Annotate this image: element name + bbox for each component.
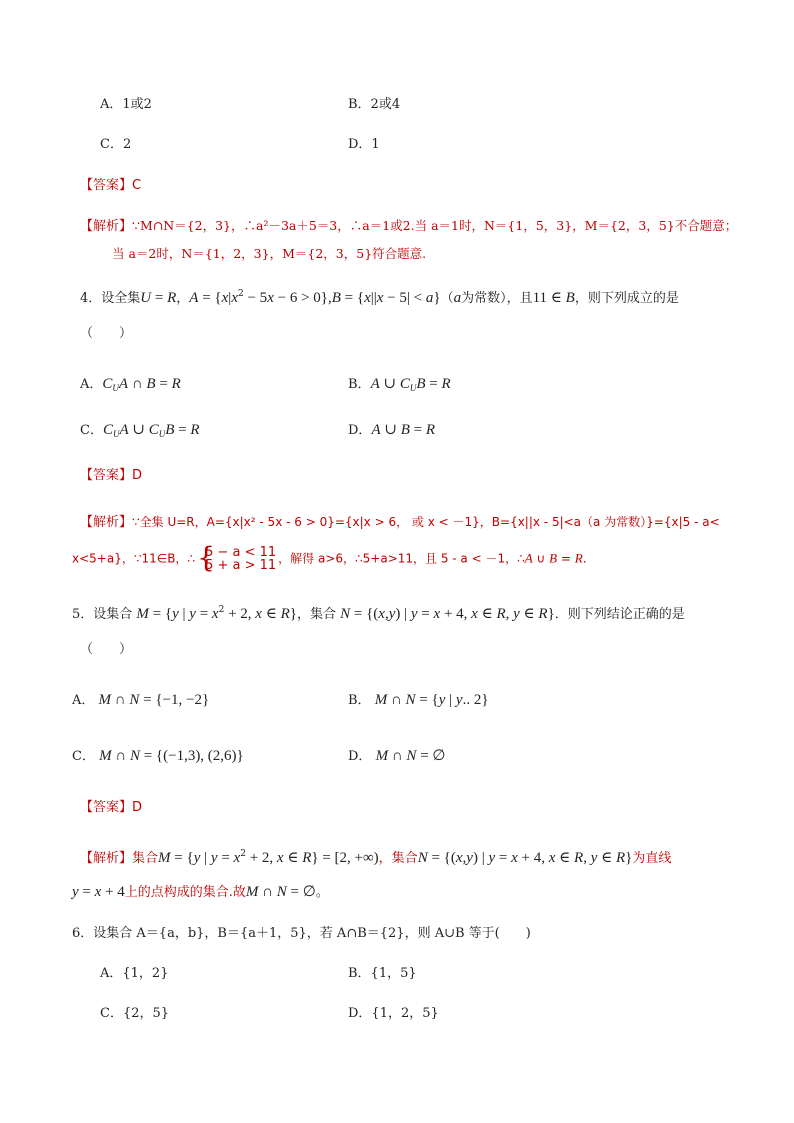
analysis-label: 【解析】 [80, 219, 133, 234]
q6-option-a: A．{1，2} [100, 966, 169, 981]
q5-analysis-line2: y = x + 4上的点构成的集合.故M ∩ N = ∅。 [72, 884, 329, 900]
q4-analysis-line1 [80, 512, 720, 533]
option-label: C． [72, 749, 95, 764]
q4-sep: ， [176, 291, 190, 306]
q4-option-b: B．A ∪ $C_UB = R$ [348, 376, 451, 393]
answer-value: C [132, 178, 142, 193]
q3-option-b: B．2或4 [348, 97, 401, 112]
option-label: B． [348, 693, 371, 708]
q4-stem: 4．设全集U = R，$A = \{x|x^2 - 5x - 6 > 0\},B = \{x||x - 5| < a\}(a$为常数），且11 ∈ B，则下列成立的是 [80, 289, 679, 306]
option-label: A． [80, 377, 103, 392]
option-label: D． [348, 423, 372, 438]
system-row: 5 + a > 11 [205, 558, 277, 573]
option-label: D． [348, 749, 372, 764]
q3-analysis-line1 [80, 216, 737, 237]
analysis-text: 为直线 [632, 851, 672, 866]
inequality-system: { 5 − a < 11 5 + a > 11 [197, 541, 277, 574]
q6-option-d: D．{1，2，5} [348, 1006, 439, 1021]
answer-value: D [132, 800, 143, 815]
q3-analysis-line2: 当 a＝2时，N＝{1，2，3}，M＝{2，3，5}符合题意. [112, 246, 427, 261]
analysis-label: 【解析】 [80, 851, 133, 866]
analysis-label: 【解析】 [80, 515, 133, 530]
q4-paren: （ ） [80, 326, 133, 341]
q5-answer [80, 798, 142, 818]
q5-analysis-line1: 【解析】集合M = {y | $y = x^2 + 2$, x ∈ R} = [2, +∞)，集合N = {(x,y) | y = x + 4, x ∈ R, y ∈ R}为直线 [80, 849, 672, 866]
q4-option-a: A．$C_UA$ ∩ B = R [80, 376, 181, 393]
q5-option-a: A． M ∩ N = {−1, −2} [72, 692, 210, 708]
q4-paren-open: （ [440, 291, 454, 306]
answer-label: 【答案】 [80, 800, 133, 815]
q5-paren: （ ） [80, 642, 133, 657]
answer-label: 【答案】 [80, 468, 133, 483]
q3-option-d: D．1 [348, 137, 380, 152]
analysis-text: 上的点构成的集合.故 [124, 885, 246, 900]
q5-option-b: B． M ∩ N = {y | y.. 2} [348, 692, 489, 708]
q4-analysis-line2: x<5+a}，∵11∈B，∴ { 5 − a < 11 5 + a > 11 ，解得 a>6，∴5+a>11，且 5 - a < －1，∴A ∪ B = R. [72, 541, 587, 574]
system-row: 5 − a < 11 [205, 545, 277, 560]
q5-sep: ，集合 [296, 607, 336, 622]
analysis-text: ∵M∩N＝{2，3}，∴a²－3a＋5＝3，∴a＝1或2.当 a＝1时，N＝{1，5，3}，M＝{2，3，5}不合题意； [132, 218, 738, 233]
option-label: C． [80, 423, 103, 438]
q5-option-d: D． M ∩ N = ∅ [348, 748, 446, 764]
q3-answer [80, 176, 141, 196]
q6-option-b: B．{1，5} [348, 966, 417, 981]
q4-answer [80, 466, 142, 486]
answer-label: 【答案】 [80, 178, 133, 193]
option-label: A． [72, 693, 95, 708]
q5-number: 5．设集合 [72, 607, 133, 622]
q5-option-c: C． M ∩ N = {(−1,3), (2,6)} [72, 748, 244, 764]
analysis-text: x<5+a}，∵11∈B，∴ [72, 551, 196, 566]
analysis-text: . [582, 551, 587, 566]
option-label: B． [348, 377, 371, 392]
analysis-text: ，集合 [378, 851, 418, 866]
q4-option-c: C．$C_UA$ ∪ $C_UB = R$ [80, 422, 200, 439]
q5-stem: 5．设集合 M = {y | $y = x^2 + 2$, x ∈ R}，集合 N = {(x,y) | y = x + 4, x ∈ R, y ∈ R}．则下列结论正确的是 [72, 605, 685, 622]
answer-value: D [132, 468, 143, 483]
analysis-text: 。 [315, 885, 329, 900]
q6-option-c: C．{2，5} [100, 1006, 170, 1021]
q4-question: ，则下列成立的是 [574, 291, 679, 306]
q4-const: 为常数），且 [461, 291, 533, 306]
q4-number: 4．设全集 [80, 291, 141, 306]
analysis-text: ∵全集 U=R，A={x|x² - 5x - 6 > 0}={x|x > 6， 或 x < －1}，B={x||x - 5|<a（a 为常数）}={x|5 - a< [132, 515, 720, 529]
analysis-text: ，解得 a>6，∴5+a>11，且 5 - a < －1，∴ [278, 551, 525, 566]
q3-option-a: A．1或2 [100, 97, 152, 112]
q4-option-d: D．A ∪ B = R [348, 422, 435, 438]
q6-stem: 6．设集合 A＝{a，b}，B＝{a＋1，5}，若 A∩B＝{2}，则 A∪B 等于( ) [72, 926, 531, 941]
q5-question: ．则下列结论正确的是 [554, 607, 685, 622]
q3-option-c: C．2 [100, 137, 132, 152]
analysis-text: 集合 [132, 851, 159, 866]
